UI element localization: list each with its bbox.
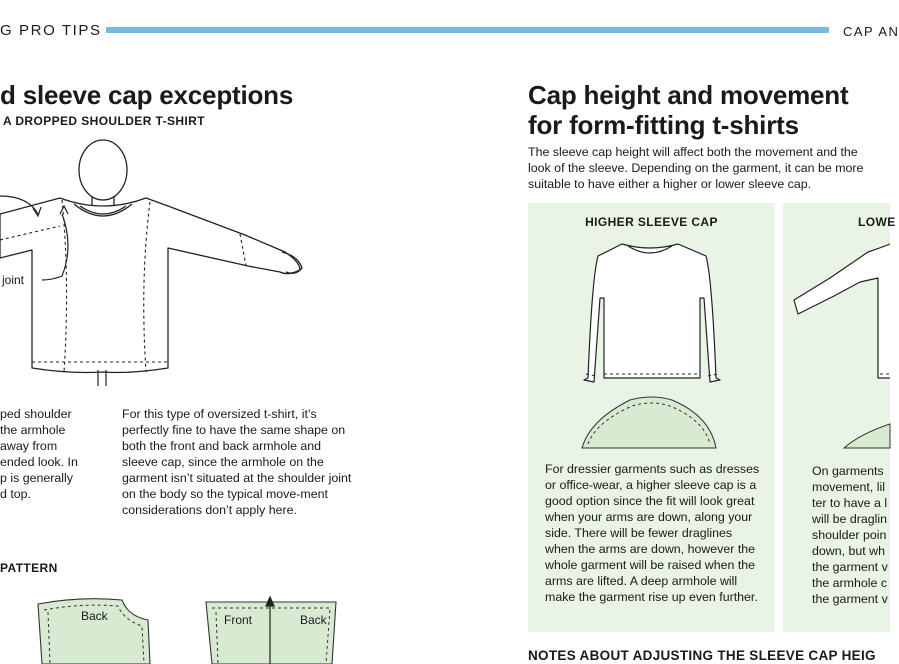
text-line: On garments	[812, 464, 884, 478]
text-line: the garment v	[812, 560, 888, 574]
text-line: down, but wh	[812, 544, 886, 558]
panel-title-higher: HIGHER SLEEVE CAP	[585, 215, 718, 229]
title-line-2: for form-fitting t-shirts	[528, 110, 799, 140]
text-line: ter to have a l	[812, 496, 888, 510]
section-subtitle-left: A DROPPED SHOULDER T-SHIRT	[3, 114, 205, 128]
section-title-right	[528, 80, 848, 140]
title-line-1: Cap height and movement	[528, 80, 849, 110]
text-line: movement, lil	[812, 480, 885, 494]
pattern-label-back-2: Back	[300, 613, 327, 627]
figure-label-joint: joint	[2, 273, 25, 287]
pattern-label-front: Front	[224, 613, 253, 627]
panel-text-higher: For dressier garments such as dresses or office-wear, a higher sleeve cap is a good option since the fit will look great when your arms are down, along your side. There will be fewer draglines when the arms are down, however the whole garment will be raised when the arms are lifted. A deep armhole will make the garment rise up even further.	[545, 462, 760, 604]
pattern-heading: PATTERN	[0, 561, 58, 575]
text-line: ped shoulder	[0, 407, 72, 421]
intro-paragraph: The sleeve cap height will affect both the movement and the look of the sleeve. Depending on the garment, it can be more suitable to have either a higher or lower sleeve cap.	[528, 145, 864, 191]
higher-cap-shirt-illustration	[560, 238, 740, 448]
text-line: ended look. In	[0, 455, 78, 469]
text-line: p is generally	[0, 471, 74, 485]
lower-cap-shirt-illustration	[790, 238, 890, 448]
running-header-left: G PRO TIPS	[0, 22, 102, 39]
section-title-left: d sleeve cap exceptions	[0, 80, 294, 110]
panel-text-lower	[812, 463, 890, 607]
text-line: the armhole c	[812, 576, 888, 590]
text-line: away from	[0, 439, 58, 453]
header-rule	[106, 27, 829, 33]
text-line: d top.	[0, 487, 32, 501]
left-column-1	[0, 406, 95, 502]
text-line: the garment v	[812, 592, 888, 606]
running-header-right: CAP AN	[843, 24, 899, 39]
text-line: the armhole	[0, 423, 66, 437]
pattern-label-back: Back	[81, 609, 108, 623]
panel-title-lower: LOWE	[858, 215, 896, 229]
text-line: will be draglin	[812, 512, 888, 526]
left-column-2: For this type of oversized t-shirt, it’s perfectly fine to have the same shape on both the front and back armhole and sleeve cap, since the armhole on the garment isn’t situated at the shoulder joint on the body so the typical move-ment considerations don’t apply here.	[122, 407, 352, 517]
notes-heading: NOTES ABOUT ADJUSTING THE SLEEVE CAP HEIG	[528, 648, 876, 663]
dropped-shoulder-figure	[0, 140, 320, 390]
text-line: shoulder poin	[812, 528, 887, 542]
pattern-pieces	[0, 590, 360, 664]
